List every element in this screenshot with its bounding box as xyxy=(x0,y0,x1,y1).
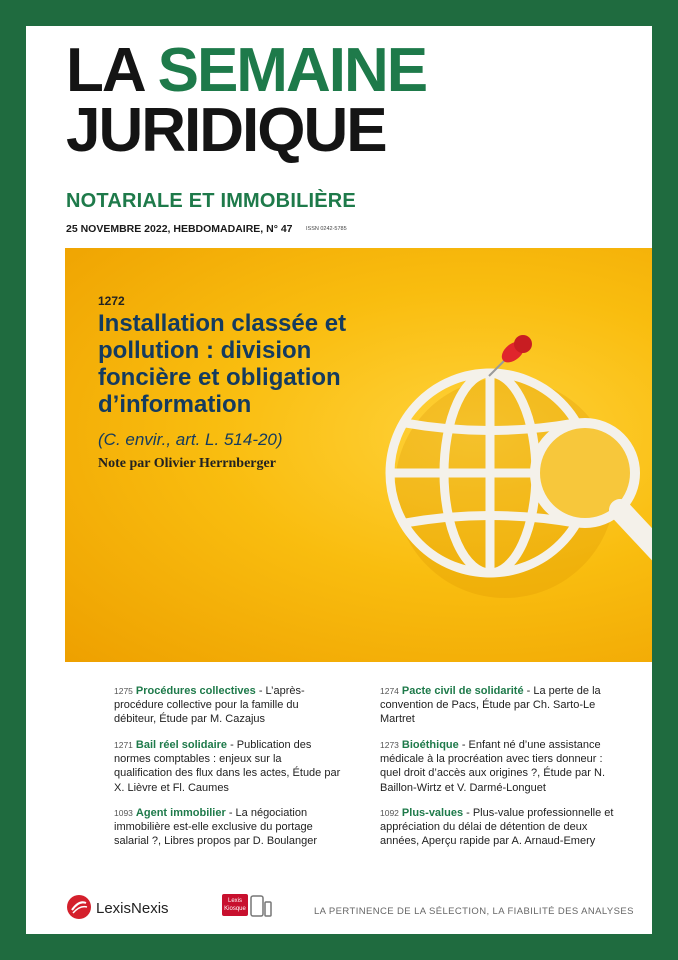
kiosque-line-1: Lexis xyxy=(227,898,242,904)
summary-topic: Bail réel solidaire xyxy=(135,739,228,751)
masthead-semaine: SEMAINE xyxy=(157,36,427,105)
cover-story-author: Note par Olivier Herrnberger xyxy=(98,456,276,471)
summary-number: 1275 xyxy=(114,686,133,696)
summary-item[interactable] xyxy=(114,684,332,727)
cover-story-title[interactable]: Installation classée et pollution : division foncière et obligation d’information xyxy=(98,310,347,418)
summary-item[interactable] xyxy=(380,738,620,795)
masthead-line-1 xyxy=(66,36,427,105)
cover-page xyxy=(26,26,652,934)
summary-number: 1093 xyxy=(114,808,133,818)
kiosque-line-2: Kiosque xyxy=(224,906,246,912)
summary-topic: Procédures collectives xyxy=(135,685,256,697)
summary-topic: Pacte civil de solidarité xyxy=(401,685,524,697)
summary-number: 1274 xyxy=(380,686,399,696)
summary-text: - Enfant né d’une assistance médicale à la procréation avec tiers donneur : quel droit d’accès aux origines ?, Étude par N. Baillon-Wirtz et V. Darmé-Longuet xyxy=(380,739,606,794)
masthead-subtitle: NOTARIALE ET IMMOBILIÈRE xyxy=(66,190,356,212)
pin-icon xyxy=(489,335,532,376)
summary-text: - L’après-procédure collective pour la famille du débiteur, Étude par M. Cazajus xyxy=(114,685,305,726)
cover-story-reference: (C. envir., art. L. 514-20) xyxy=(98,430,283,449)
summary-item[interactable] xyxy=(114,738,342,795)
summary-text: - La négociation immobilière est-elle exclusive du portage salarial ?, Libres propos par D. Boulanger xyxy=(114,807,318,848)
summary-number: 1271 xyxy=(114,740,133,750)
masthead-juridique: JURIDIQUE xyxy=(66,96,386,165)
summary-text: - Publication des normes comptables : enjeux sur la qualification des flux dans les actes, Étude par X. Lièvre et Fl. Caumes xyxy=(114,739,341,794)
summary-topic: Plus-values xyxy=(401,807,464,819)
lexis-kiosque-badge[interactable] xyxy=(222,894,248,916)
summary-number: 1273 xyxy=(380,740,399,750)
devices-icon xyxy=(250,894,272,918)
issue-line: 25 NOVEMBRE 2022, HEBDOMADAIRE, N° 47 xyxy=(66,223,293,235)
cover-story-banner[interactable] xyxy=(65,248,652,662)
summary-text: - La perte de la convention de Pacs, Étude par Ch. Sarto-Le Martret xyxy=(380,685,601,726)
masthead-la: LA xyxy=(66,36,143,105)
summary-item[interactable] xyxy=(114,806,336,849)
summary-item[interactable] xyxy=(380,806,620,849)
publisher-name: LexisNexis xyxy=(96,900,169,917)
lexisnexis-logo-icon xyxy=(66,894,92,920)
summary-topic: Agent immobilier xyxy=(135,807,226,819)
summary-topic: Bioéthique xyxy=(401,739,459,751)
summary-text: - Plus-value professionnelle et appréciation du délai de détention de deux années, Aperçu rapide par A. Arnaud-Emery xyxy=(380,807,614,848)
footer-tagline: LA PERTINENCE DE LA SÉLECTION, LA FIABILITÉ DES ANALYSES xyxy=(314,906,634,917)
issn: ISSN 0242-5785 xyxy=(306,226,347,232)
summary-number: 1092 xyxy=(380,808,399,818)
summary-item[interactable] xyxy=(380,684,620,727)
cover-story-number: 1272 xyxy=(98,294,125,308)
